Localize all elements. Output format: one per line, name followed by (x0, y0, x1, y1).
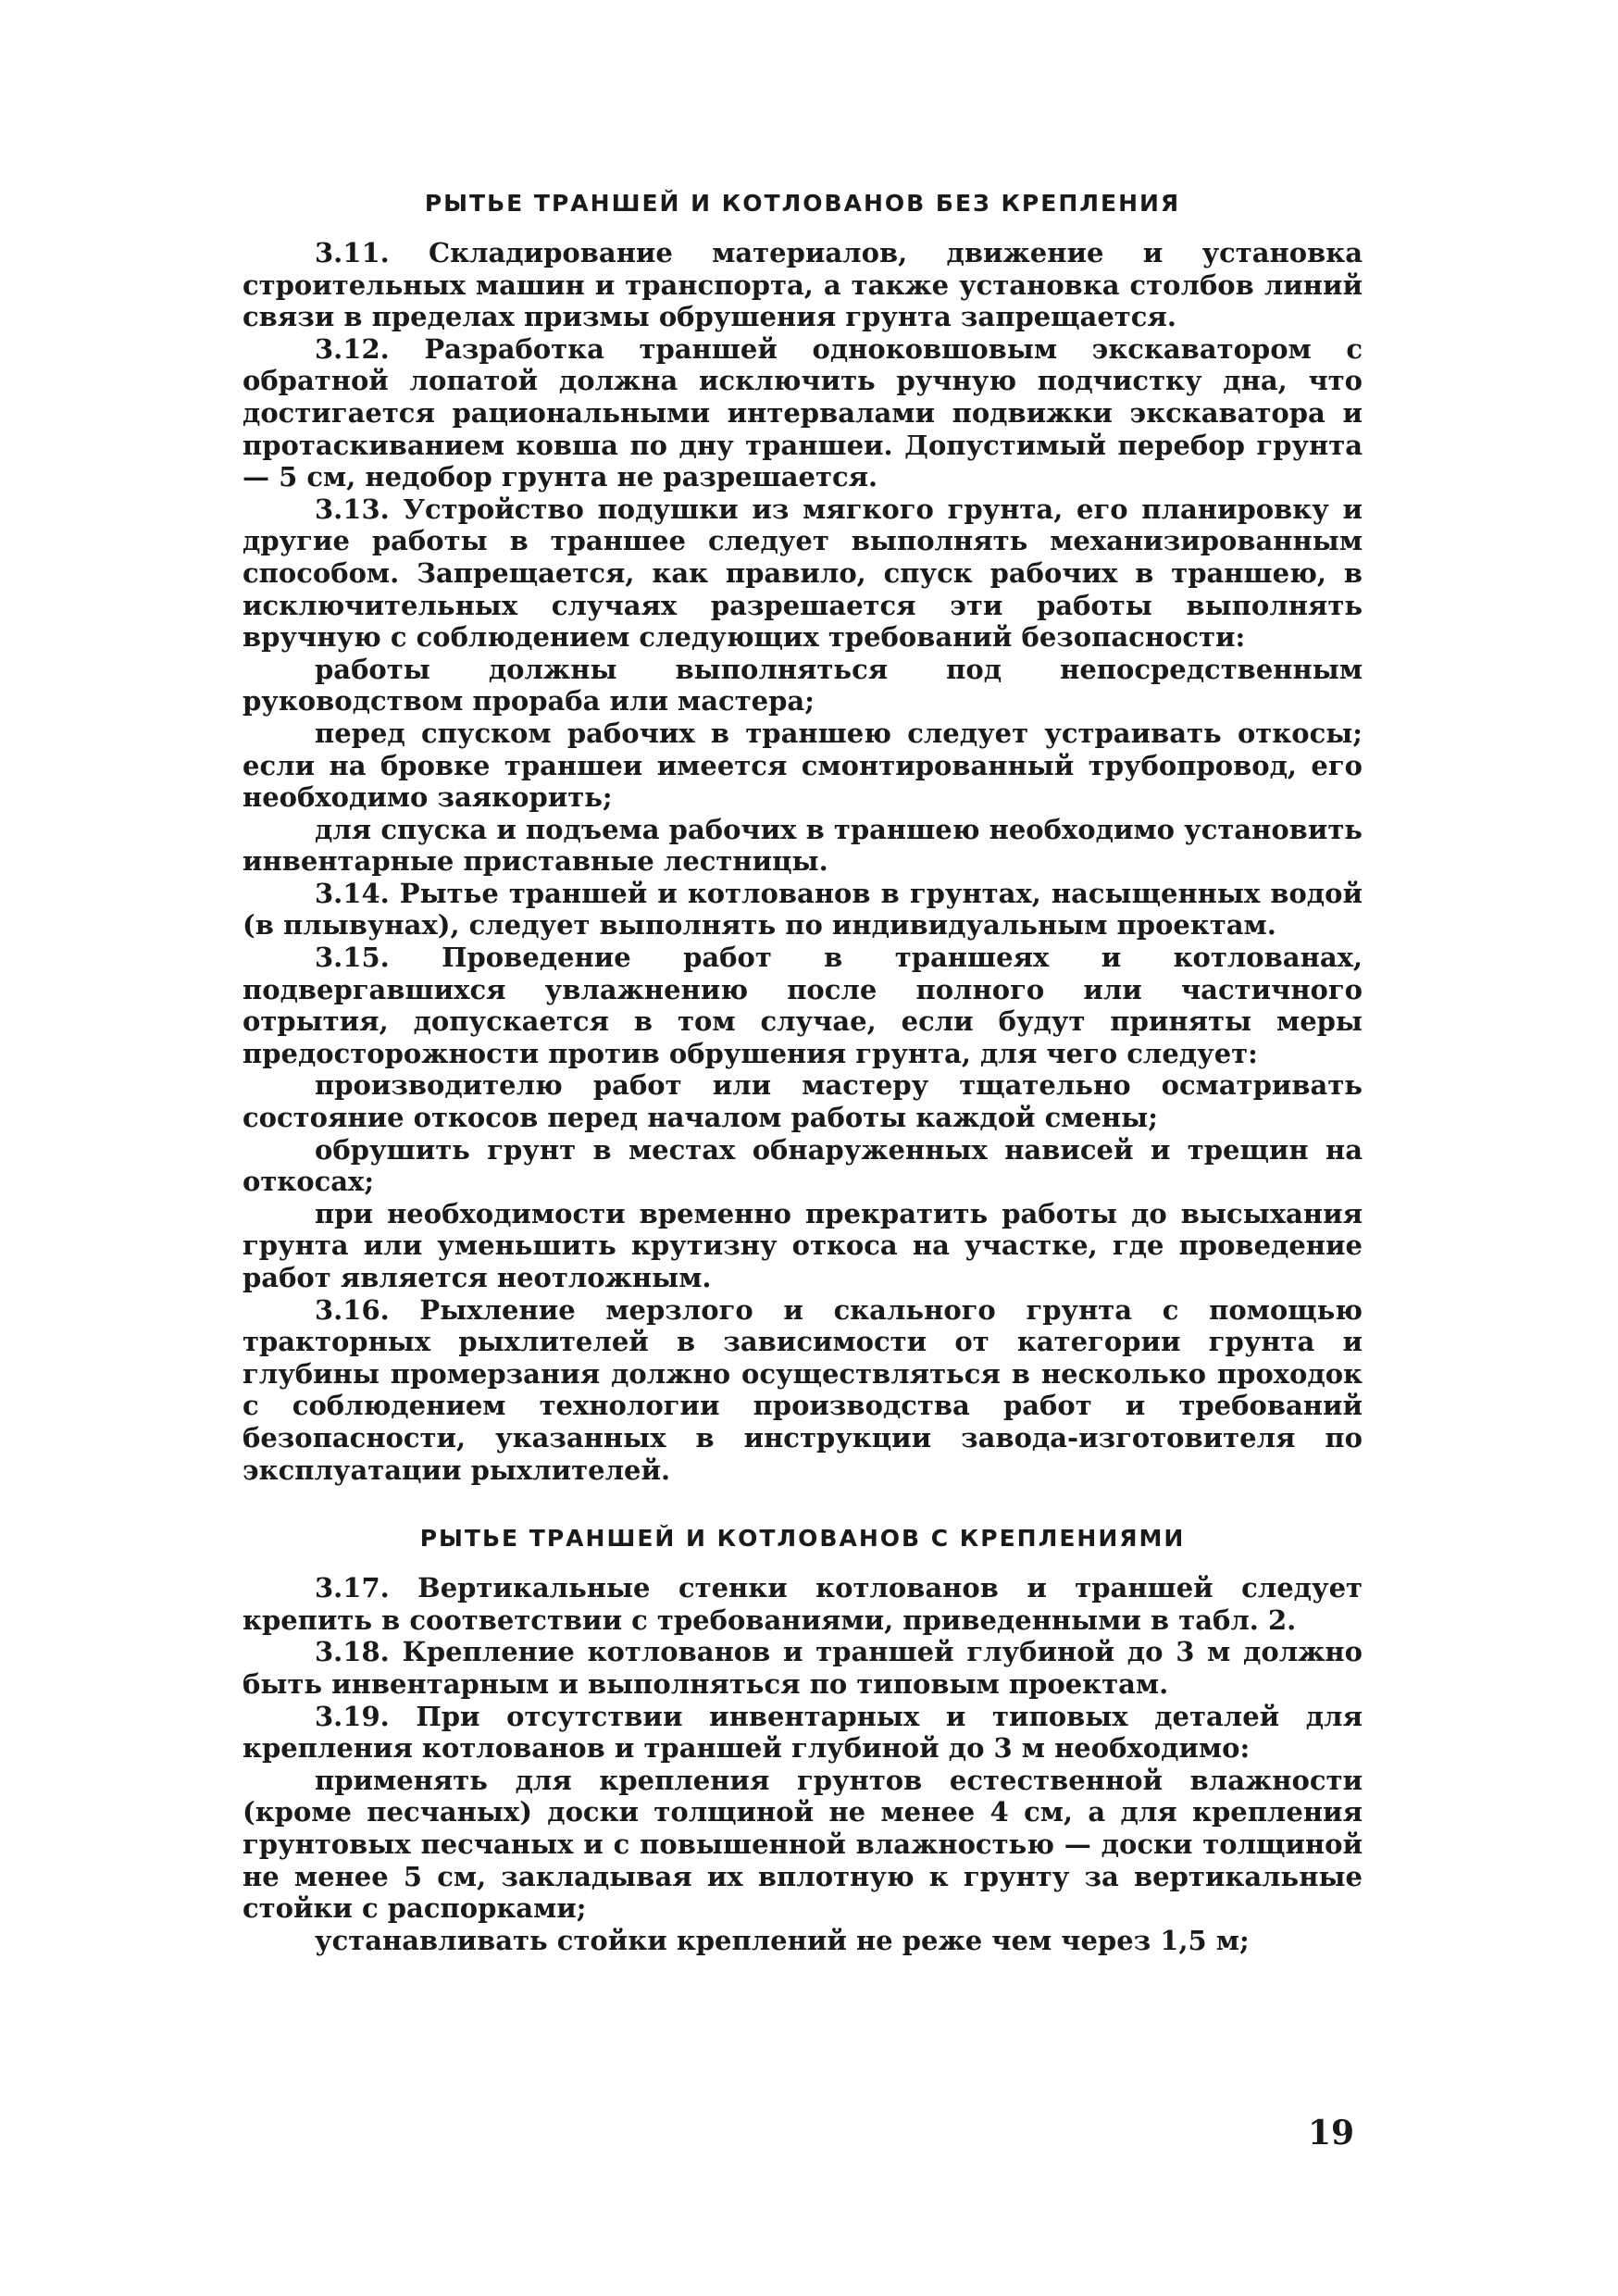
page-number: 19 (1308, 2114, 1355, 2152)
paragraph-3-16: 3.16. Рыхление мерзлого и скального грунта с помощью тракторных рыхлителей в зависимости от категории грунта и глубины промерзания должно осуществляться в несколько проходок с соблюдением технологии производства работ и требований безопасности, указанных в инструкции завода-изготовителя по эксплуатации рыхлителей. (243, 1293, 1363, 1486)
paragraph-3-15: 3.15. Проведение работ в траншеях и котлованах, подвергавшихся увлажнению после полного или частичного отрытия, допускается в том случае, если будут приняты меры предосторожности против обрушения грунта, для чего следует: (243, 942, 1363, 1069)
paragraph-3-12: 3.12. Разработка траншей одноковшовым экскаватором с обратной лопатой должна исключить ручную подчистку дна, что достигается рациональными интервалами подвижки экскаватора и протаскиванием ковша по дну траншеи. Допустимый перебор грунта — 5 см, недобор грунта не разрешается. (243, 332, 1363, 493)
requirement-item: применять для крепления грунтов естественной влажности (кроме песчаных) доски толщиной не менее 4 см, а для крепления грунтовых песчаных и с повышенной влажностью — доски толщиной не менее 5 см, закладывая их вплотную к грунту за вертикальные стойки с распорками; (243, 1764, 1363, 1925)
requirement-item: перед спуском рабочих в траншею следует устраивать откосы; если на бровке траншеи имеется смонтированный трубопровод, его необходимо заякорить; (243, 717, 1363, 814)
paragraph-3-19: 3.19. При отсутствии инвентарных и типовых деталей для крепления котлованов и траншей глубиной до 3 м необходимо: (243, 1700, 1363, 1765)
requirement-item: производителю работ или мастеру тщательно осматривать состояние откосов перед началом работы каждой смены; (243, 1069, 1363, 1134)
paragraph-3-18: 3.18. Крепление котлованов и траншей глубиной до 3 м должно быть инвентарным и выполняться по типовым проектам. (243, 1636, 1363, 1700)
requirement-item: обрушить грунт в местах обнаруженных нависей и трещин на откосах; (243, 1133, 1363, 1198)
paragraph-3-17: 3.17. Вертикальные стенки котлованов и траншей следует крепить в соответствии с требованиями, приведенными в табл. 2. (243, 1572, 1363, 1636)
requirement-item: при необходимости временно прекратить работы до высыхания грунта или уменьшить крутизну откоса на участке, где проведение работ является неотложным. (243, 1197, 1363, 1293)
section-heading-with-bracing: РЫТЬЕ ТРАНШЕЙ И КОТЛОВАНОВ С КРЕПЛЕНИЯМИ (419, 1525, 1186, 1553)
paragraph-3-13: 3.13. Устройство подушки из мягкого грунта, его планировку и другие работы в траншее следует выполнять механизированным способом. Запрещается, как правило, спуск рабочих в траншею, в исключительных случаях разрешается эти работы выполнять вручную с соблюдением следующих требований безопасности: (243, 493, 1363, 654)
paragraph-3-14: 3.14. Рытье траншей и котлованов в грунтах, насыщенных водой (в плывунах), следует выполнять по индивидуальным проектам. (243, 877, 1363, 942)
requirement-item: устанавливать стойки креплений не реже чем через 1,5 м; (315, 1924, 1250, 1956)
paragraph-3-11: 3.11. Складирование материалов, движение и установка строительных машин и транспорта, а также установка столбов линий связи в пределах призмы обрушения грунта запрещается. (243, 237, 1363, 333)
requirement-item: работы должны выполняться под непосредственным руководством прораба или мастера; (243, 653, 1363, 718)
text-column (243, 190, 1363, 1956)
requirement-item: для спуска и подъема рабочих в траншею необходимо установить инвентарные приставные лестницы. (243, 813, 1363, 878)
section-heading-without-bracing: РЫТЬЕ ТРАНШЕЙ И КОТЛОВАНОВ БЕЗ КРЕПЛЕНИЯ (424, 190, 1181, 217)
